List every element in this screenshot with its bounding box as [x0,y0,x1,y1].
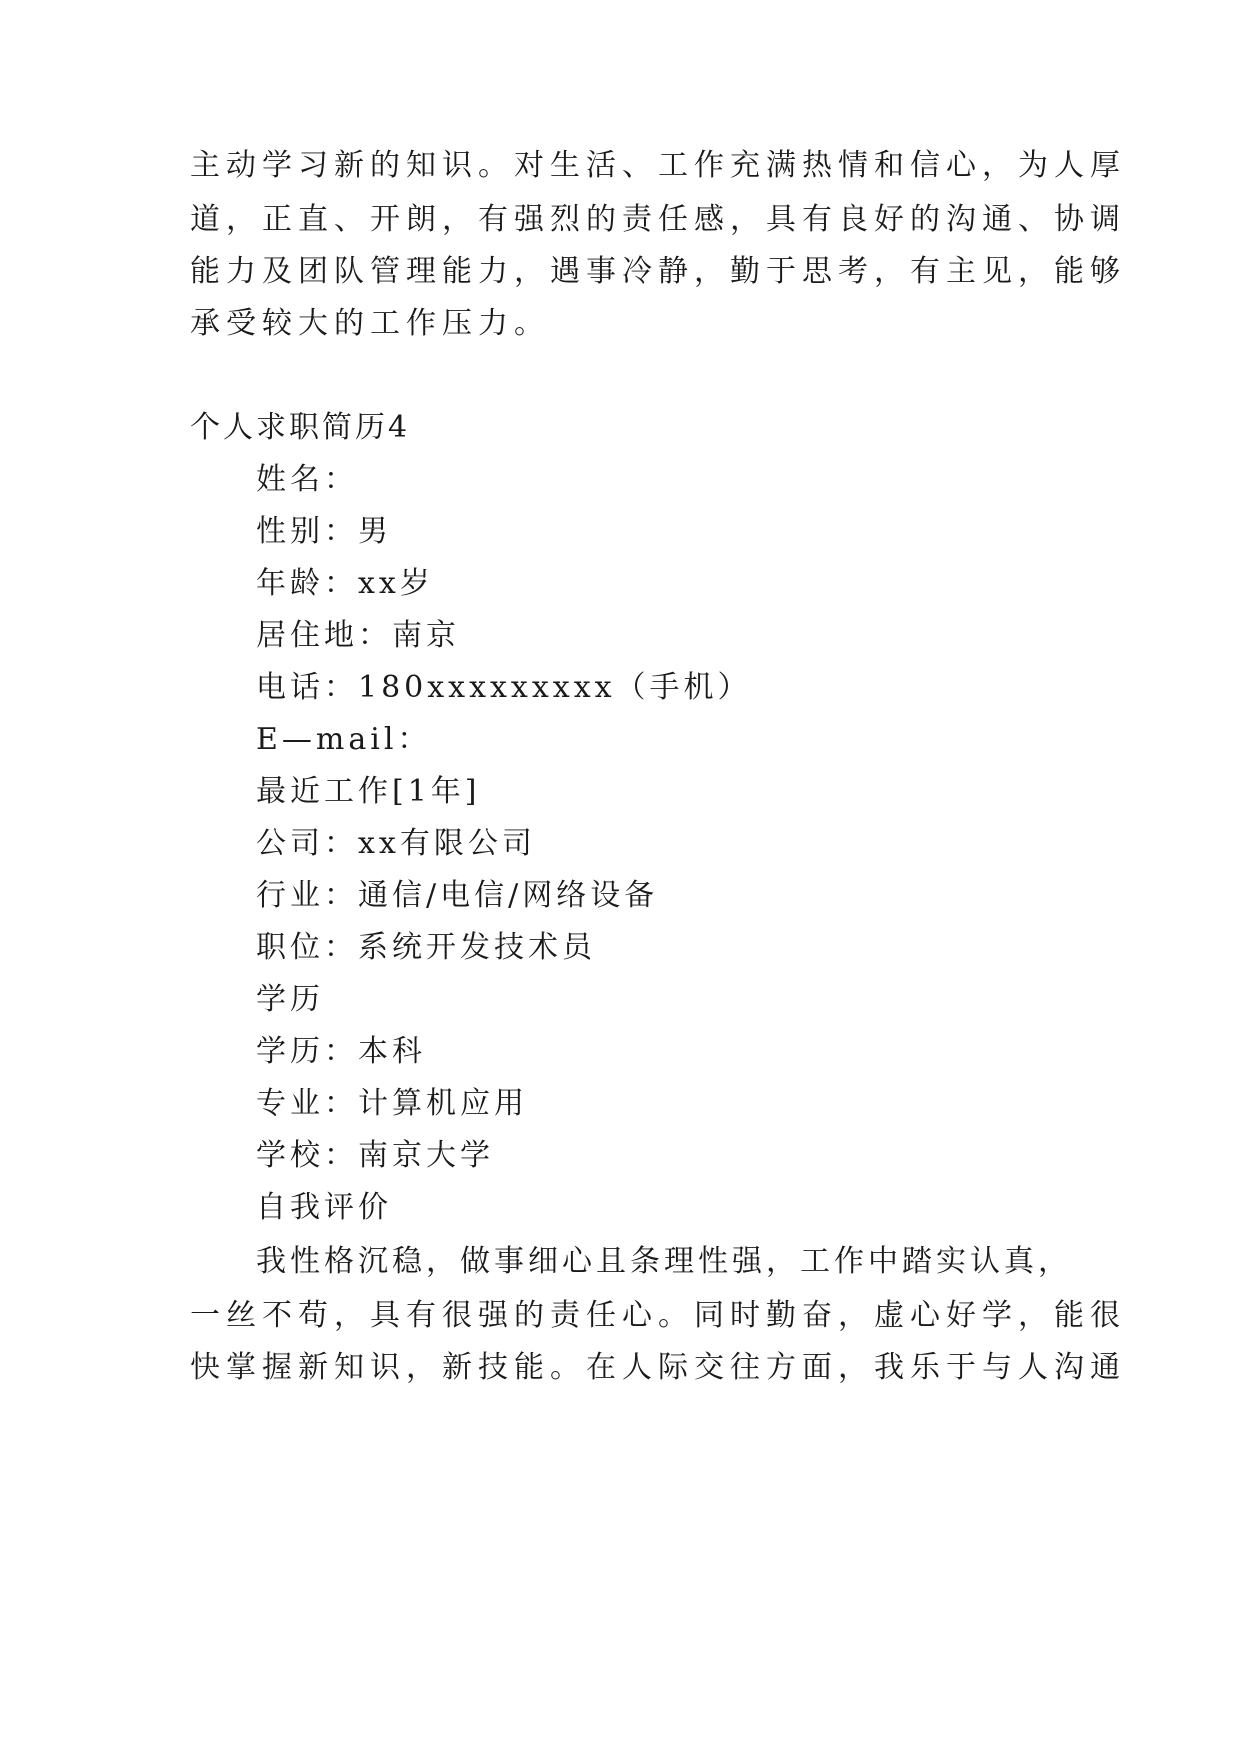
intro-line-1: 主动学习新的知识。对生活、工作充满热情和信心，为人厚 [190,148,1126,183]
field-name: 姓名： [256,462,358,497]
field-school: 学校：南京大学 [256,1138,494,1173]
field-position: 职位：系统开发技术员 [256,930,596,965]
self-eval-line-2: 一丝不苟，具有很强的责任心。同时勤奋，虚心好学，能很 [190,1298,1126,1333]
resume-title: 个人求职简历4 [190,410,411,445]
field-recent-work: 最近工作[1年] [256,774,481,809]
section-self-evaluation: 自我评价 [256,1190,392,1225]
self-eval-line-1: 我性格沉稳，做事细心且条理性强，工作中踏实认真， [256,1244,1072,1279]
section-education: 学历 [256,982,324,1017]
field-email: E—mail： [256,722,432,757]
field-company: 公司：xx有限公司 [256,826,536,861]
intro-line-2: 道，正直、开朗，有强烈的责任感，具有良好的沟通、协调 [190,202,1126,237]
field-age: 年龄：xx岁 [256,566,434,601]
field-phone: 电话：180xxxxxxxxx（手机） [256,670,752,705]
field-degree: 学历：本科 [256,1034,426,1069]
field-major: 专业：计算机应用 [256,1086,528,1121]
field-industry: 行业：通信/电信/网络设备 [256,878,659,913]
field-gender: 性别：男 [256,514,392,549]
intro-line-3: 能力及团队管理能力，遇事冷静，勤于思考，有主见，能够 [190,254,1126,289]
intro-line-4: 承受较大的工作压力。 [190,306,550,341]
field-residence: 居住地：南京 [256,618,460,653]
self-eval-line-3: 快掌握新知识，新技能。在人际交往方面，我乐于与人沟通 [190,1350,1126,1385]
